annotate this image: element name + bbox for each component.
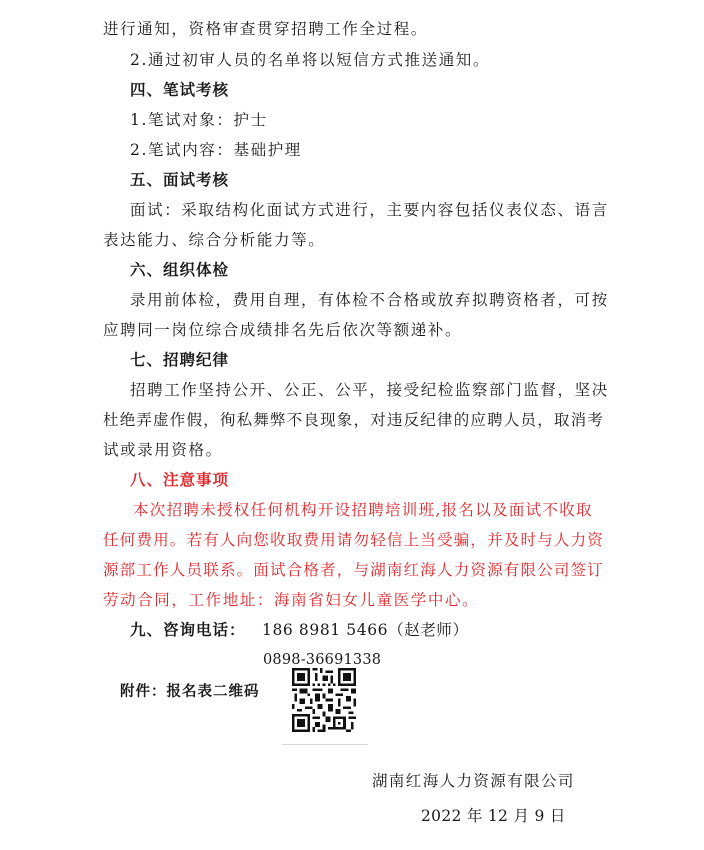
section-heading-discipline: 七、招聘纪律: [130, 351, 230, 369]
paragraph-line: 表达能力、综合分析能力等。: [103, 231, 326, 249]
paragraph-line: 试或录用资格。: [103, 441, 223, 459]
paragraph-line: 2.通过初审人员的名单将以短信方式推送通知。: [130, 51, 490, 69]
section-heading-notice: 八、注意事项: [130, 471, 230, 489]
paragraph-line: 杜绝弄虚作假，徇私舞弊不良现象，对违反纪律的应聘人员，取消考: [103, 411, 605, 429]
notice-line: 本次招聘未授权任何机构开设招聘培训班,报名以及面试不收取: [133, 501, 593, 519]
contact-phone-landline: 0898-36691338: [263, 652, 382, 668]
paragraph-line: 进行通知，资格审查贯穿招聘工作全过程。: [103, 20, 428, 38]
notice-line: 任何费用。若有人向您收取费用请勿轻信上当受骗，并及时与人力资: [103, 531, 605, 549]
issue-date: 2022 年 12 月 9 日: [421, 807, 566, 825]
contact-phone-mobile: 186 8981 5466（赵老师）: [262, 621, 469, 639]
notice-line: 劳动合同，工作地址：海南省妇女儿童医学中心。: [103, 591, 480, 609]
issuer-company: 湖南红海人力资源有限公司: [372, 772, 575, 790]
paragraph-line: 应聘同一岗位综合成绩排名先后依次等额递补。: [103, 321, 463, 339]
paragraph-line: 面试：采取结构化面试方式进行，主要内容包括仪表仪态、语言: [130, 201, 609, 219]
paragraph-line: 1.笔试对象：护士: [130, 111, 268, 129]
qr-code-icon: [292, 668, 356, 732]
section-heading-interview: 五、面试考核: [130, 171, 230, 189]
attachment-label: 附件：报名表二维码: [120, 684, 260, 700]
section-heading-written-exam: 四、笔试考核: [130, 81, 230, 99]
section-heading-contact: 九、咨询电话：: [130, 621, 246, 639]
paragraph-line: 录用前体检，费用自理，有体检不合格或放弃拟聘资格者，可按: [130, 291, 609, 309]
notice-line: 源部工作人员联系。面试合格者，与湖南红海人力资源有限公司签订: [103, 561, 605, 579]
paragraph-line: 招聘工作坚持公开、公正、公平，接受纪检监察部门监督，坚决: [130, 381, 609, 399]
paragraph-line: 2.笔试内容：基础护理: [130, 141, 302, 159]
section-heading-physical-exam: 六、组织体检: [130, 261, 230, 279]
qr-divider: [282, 744, 368, 745]
